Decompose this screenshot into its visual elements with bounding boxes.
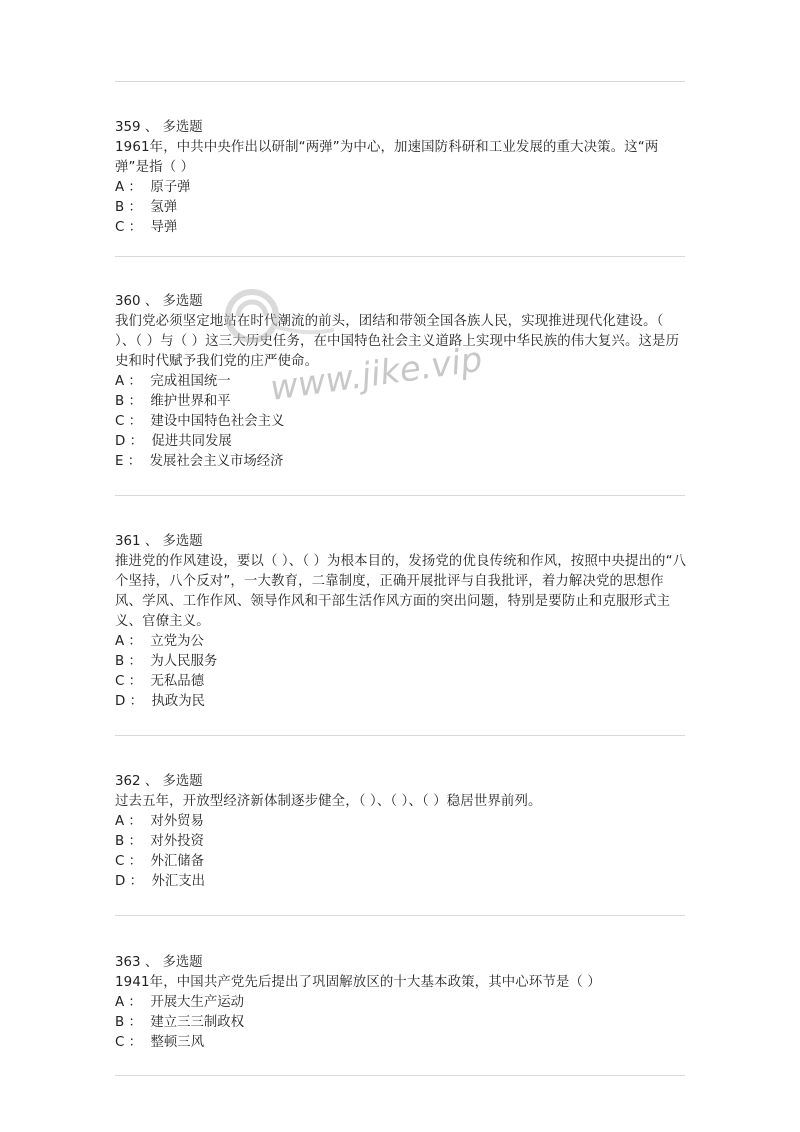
- question-number: 359: [115, 120, 141, 135]
- question-stem: 1961年，中共中央作出以研制“两弹”为中心，加速国防科研和工业发展的重大决策。这“两弹”是指（ ）: [115, 140, 659, 175]
- option-text: 为人民服务: [150, 654, 218, 669]
- option-letter: B: [115, 1015, 125, 1030]
- question-number: 362: [115, 774, 141, 789]
- question-stem: 过去五年，开放型经济新体制逐步健全，（ ）、（ ）、（ ）稳居世界前列。: [115, 794, 542, 809]
- option-e: E ： 发展社会主义市场经济: [115, 454, 284, 469]
- option-a: A ： 完成祖国统一: [115, 374, 231, 389]
- question-header: 359 、 多选题: [115, 120, 203, 135]
- divider: [115, 735, 685, 736]
- divider: [115, 256, 685, 257]
- question-number: 361: [115, 534, 141, 549]
- option-c: C ： 无私品德: [115, 674, 205, 689]
- question-361: [115, 532, 687, 712]
- option-text: 立党为公: [150, 634, 204, 649]
- option-text: 对外投资: [150, 834, 204, 849]
- question-type: 多选题: [162, 294, 203, 309]
- option-a: A ： 原子弹: [115, 180, 191, 195]
- option-text: 原子弹: [150, 180, 191, 195]
- option-text: 无私品德: [150, 674, 205, 689]
- watermark-text: www.jike.vip: [267, 339, 485, 409]
- option-a: A ： 开展大生产运动: [115, 995, 245, 1010]
- option-letter: A: [115, 814, 125, 829]
- option-text: 完成祖国统一: [150, 374, 231, 389]
- question-type: 多选题: [162, 120, 203, 135]
- option-letter: D: [115, 874, 126, 889]
- option-letter: D: [115, 694, 126, 709]
- question-number: 360: [115, 294, 141, 309]
- divider: [115, 81, 685, 82]
- option-b: B ： 建立三三制政权: [115, 1015, 245, 1030]
- option-d: D ： 外汇支出: [115, 874, 206, 889]
- option-letter: C: [115, 854, 125, 869]
- option-text: 执政为民: [151, 694, 206, 709]
- divider: [115, 1075, 685, 1076]
- option-letter: B: [115, 654, 125, 669]
- option-c: C ： 导弹: [115, 220, 178, 235]
- option-text: 外汇支出: [151, 874, 206, 889]
- question-359: [115, 118, 687, 238]
- option-letter: A: [115, 180, 125, 195]
- option-text: 对外贸易: [150, 814, 204, 829]
- option-b: B ： 对外投资: [115, 834, 204, 849]
- question-stem: 1941年，中国共产党先后提出了巩固解放区的十大基本政策，其中心环节是（ ）: [115, 975, 601, 990]
- question-header: 361 、 多选题: [115, 534, 203, 549]
- option-text: 维护世界和平: [150, 394, 231, 409]
- option-b: B ： 氢弹: [115, 200, 178, 215]
- option-letter: C: [115, 220, 125, 235]
- option-d: D ： 促进共同发展: [115, 434, 232, 449]
- question-header: 360 、 多选题: [115, 294, 203, 309]
- option-letter: B: [115, 834, 125, 849]
- question-type: 多选题: [162, 774, 203, 789]
- option-text: 建设中国特色社会主义: [150, 414, 285, 429]
- option-text: 外汇储备: [150, 854, 205, 869]
- option-letter: B: [115, 200, 125, 215]
- option-letter: C: [115, 1035, 125, 1050]
- question-header: 362 、 多选题: [115, 774, 203, 789]
- option-text: 发展社会主义市场经济: [149, 454, 284, 469]
- option-text: 整顿三风: [150, 1035, 205, 1050]
- option-letter: C: [115, 414, 125, 429]
- option-c: C ： 整顿三风: [115, 1035, 205, 1050]
- option-letter: A: [115, 634, 125, 649]
- option-text: 开展大生产运动: [150, 995, 245, 1010]
- option-a: A ： 立党为公: [115, 634, 204, 649]
- option-b: B ： 维护世界和平: [115, 394, 231, 409]
- question-type: 多选题: [162, 955, 203, 970]
- option-text: 氢弹: [150, 200, 178, 215]
- option-text: 建立三三制政权: [150, 1015, 245, 1030]
- option-letter: C: [115, 674, 125, 689]
- option-letter: E: [115, 454, 124, 469]
- option-letter: B: [115, 394, 125, 409]
- option-letter: D: [115, 434, 126, 449]
- option-c: C ： 外汇储备: [115, 854, 205, 869]
- option-d: D ： 执政为民: [115, 694, 206, 709]
- option-letter: A: [115, 374, 125, 389]
- question-header: 363 、 多选题: [115, 955, 203, 970]
- question-stem: 推进党的作风建设，要以（ ）、（ ）为根本目的，发扬党的优良传统和作风，按照中央提出的“八个坚持，八个反对”，一大教育，二靠制度，正确开展批评与自我批评，着力解决党的思想作风、学风、工作作风、领导作风和干部生活作风方面的突出问题，特别是要防止和克服形式主义、官僚主义。: [115, 554, 687, 629]
- question-type: 多选题: [162, 534, 203, 549]
- divider: [115, 915, 685, 916]
- divider: [115, 495, 685, 496]
- question-360: [115, 292, 687, 472]
- question-stem: 我们党必须坚定地站在时代潮流的前头，团结和带领全国各族人民，实现推进现代化建设。（ ）、（ ）与（ ）这三大历史任务，在中国特色社会主义道路上实现中华民族的伟大复兴。这是历史和时代赋予我们党的庄严使命。: [115, 314, 680, 369]
- option-c: C ： 建设中国特色社会主义: [115, 414, 285, 429]
- option-letter: A: [115, 995, 125, 1010]
- question-362: [115, 772, 687, 892]
- option-text: 促进共同发展: [151, 434, 232, 449]
- option-b: B ： 为人民服务: [115, 654, 218, 669]
- question-363: [115, 953, 687, 1053]
- option-text: 导弹: [150, 220, 178, 235]
- option-a: A ： 对外贸易: [115, 814, 204, 829]
- question-number: 363: [115, 955, 141, 970]
